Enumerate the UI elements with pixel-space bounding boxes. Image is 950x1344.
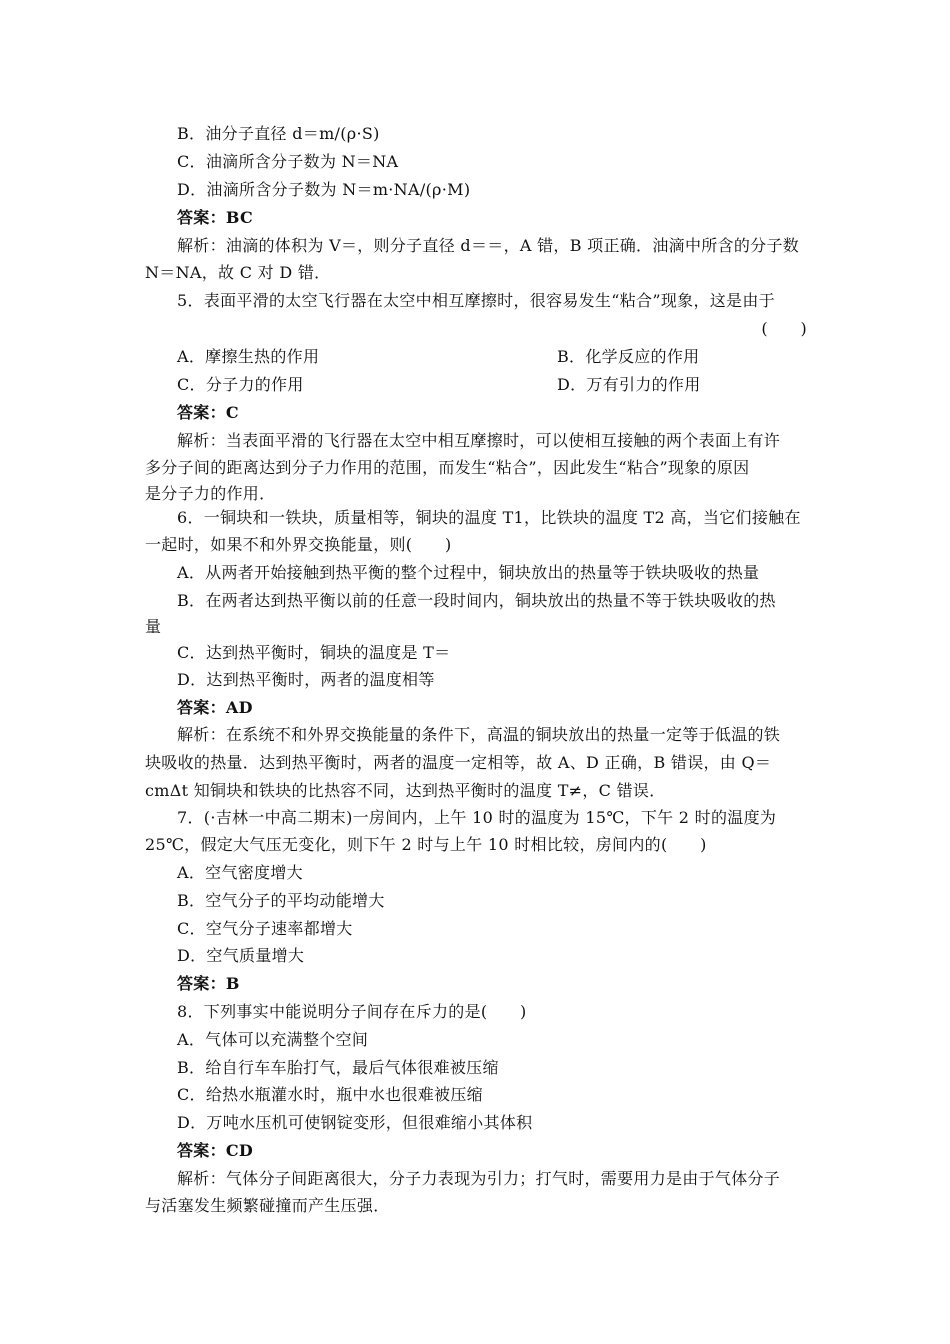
option-c: C．空气分子速率都增大 bbox=[177, 919, 353, 938]
analysis: 解析：气体分子间距离很大，分子力表现为引力；打气时，需要用力是由于气体分子 bbox=[177, 1169, 781, 1188]
option-a: A．空气密度增大 bbox=[177, 863, 303, 882]
question-8: 8．下列事实中能说明分子间存在斥力的是( ) bbox=[177, 1002, 527, 1021]
option-c: C．达到热平衡时，铜块的温度是 T＝ bbox=[177, 643, 451, 662]
question-6: 6．一铜块和一铁块，质量相等，铜块的温度 T1，比铁块的温度 T2 高，当它们接触在 bbox=[177, 508, 801, 527]
analysis-cont: cmΔt 知铜块和铁块的比热容不同，达到热平衡时的温度 T≠，C 错误． bbox=[145, 781, 666, 800]
answer: 答案：C bbox=[177, 403, 239, 422]
answer: 答案：BC bbox=[177, 208, 254, 227]
option-b: B．给自行车车胎打气，最后气体很难被压缩 bbox=[177, 1058, 499, 1077]
analysis-cont: N＝NA，故 C 对 D 错． bbox=[145, 263, 331, 282]
analysis-cont: 多分子间的距离达到分子力作用的范围，而发生“粘合”，因此发生“粘合”现象的原因 bbox=[145, 458, 750, 477]
analysis: 解析：在系统不和外界交换能量的条件下，高温的铜块放出的热量一定等于低温的铁 bbox=[177, 725, 781, 744]
answer: 答案：AD bbox=[177, 698, 253, 717]
option-b: B．在两者达到热平衡以前的任意一段时间内，铜块放出的热量不等于铁块吸收的热 bbox=[177, 591, 776, 610]
option-b-text: B．化学反应的作用 bbox=[557, 347, 700, 366]
option-c: C．给热水瓶灌水时，瓶中水也很难被压缩 bbox=[177, 1085, 483, 1104]
question-5: 5．表面平滑的太空飞行器在太空中相互摩擦时，很容易发生“粘合”现象，这是由于 bbox=[177, 291, 775, 310]
option-d: D．万吨水压机可使钢锭变形，但很难缩小其体积 bbox=[177, 1113, 533, 1132]
option-b: B．油分子直径 d＝m/(ρ·S) bbox=[177, 124, 380, 143]
analysis-cont: 与活塞发生频繁碰撞而产生压强． bbox=[145, 1196, 390, 1215]
analysis-cont: 块吸收的热量．达到热平衡时，两者的温度一定相等，故 A、D 正确，B 错误，由 Q＝ bbox=[145, 753, 772, 772]
option-b: B．空气分子的平均动能增大 bbox=[177, 891, 385, 910]
option-d-text: D．万有引力的作用 bbox=[557, 375, 701, 394]
analysis: 解析：油滴的体积为 V＝，则分子直径 d＝＝，A 错，B 项正确．油滴中所含的分子数 bbox=[177, 236, 800, 255]
analysis-cont: 是分子力的作用． bbox=[145, 484, 276, 503]
analysis: 解析：当表面平滑的飞行器在太空中相互摩擦时，可以使相互接触的两个表面上有许 bbox=[177, 431, 781, 450]
option-a bbox=[145, 347, 807, 367]
option-c bbox=[145, 375, 807, 395]
question-6-cont: 一起时，如果不和外界交换能量，则( ) bbox=[145, 535, 452, 554]
answer: 答案：CD bbox=[177, 1141, 254, 1160]
option-d: D．油滴所含分子数为 N＝m·NA/(ρ·M) bbox=[177, 180, 471, 199]
answer-bracket: ( ) bbox=[761, 319, 807, 338]
option-b-cont: 量 bbox=[145, 617, 162, 636]
question-7: 7．(·吉林一中高二期末)一房间内，上午 10 时的温度为 15℃，下午 2 时的温度为 bbox=[177, 808, 777, 827]
question-7-cont: 25℃，假定大气压无变化，则下午 2 时与上午 10 时相比较，房间内的( ) bbox=[145, 835, 707, 854]
option-d: D．空气质量增大 bbox=[177, 946, 305, 965]
answer: 答案：B bbox=[177, 974, 240, 993]
option-c: C．油滴所含分子数为 N＝NA bbox=[177, 152, 399, 171]
option-a: A．从两者开始接触到热平衡的整个过程中，铜块放出的热量等于铁块吸收的热量 bbox=[177, 563, 760, 582]
option-d: D．达到热平衡时，两者的温度相等 bbox=[177, 670, 435, 689]
option-c-text: C．分子力的作用 bbox=[177, 375, 304, 394]
option-a-text: A．摩擦生热的作用 bbox=[177, 347, 320, 366]
option-a: A．气体可以充满整个空间 bbox=[177, 1030, 369, 1049]
